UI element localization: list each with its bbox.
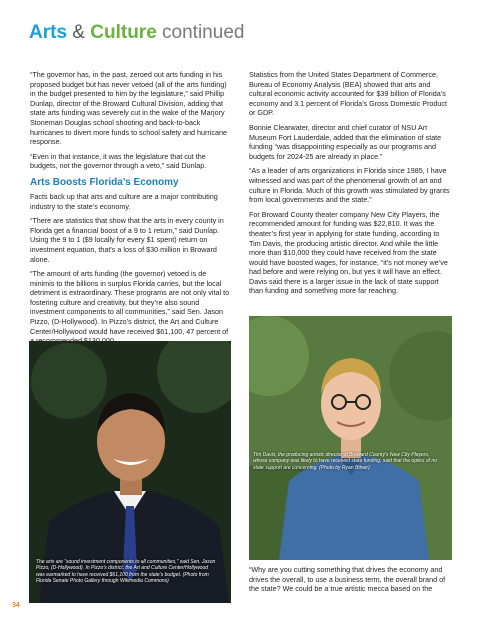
left-paragraph-3: Facts back up that arts and culture are a major contributing industry to the state’s economy. bbox=[30, 191, 218, 211]
page-header bbox=[29, 22, 244, 44]
tim-davis-illustration bbox=[249, 316, 452, 560]
left-paragraph-2: “Even in that instance, it was the legislature that cut the budgets, not the governor through a veto,” said Dunlap. bbox=[30, 151, 207, 171]
left-paragraph-4: “There are statistics that show that the arts in every county in Florida get a financial boost of a 9 to 1 return,” said Dunlap. Using the 9 to 1 ($9 locally for every $1 spent) return on investment equation, that’s a loss of $30 million in Broward alone. bbox=[30, 216, 224, 264]
header-arts: Arts bbox=[29, 22, 68, 43]
header-continued: continued bbox=[162, 22, 245, 43]
section-subhead: Arts Boosts Florida’s Economy bbox=[30, 176, 179, 188]
right-paragraph-3: “As a leader of arts organizations in Florida since 1985, I have witnessed and was part of the phenomenal growth of art and culture in Florida. Much of this growth was stimulated by grants from local governments and the state.” bbox=[249, 166, 450, 205]
right-paragraph-5: “Why are you cutting something that drives the economy and drives the overall, to use a business term, the overall brand of the state? We could be a true artistic mecca based on the bbox=[249, 565, 446, 594]
right-paragraph-1: Statistics from the United States Department of Commerce, Bureau of Economy Analysis (BEA) showed that arts and cultural economic activity accounted for $39 billion of Florida’s economy and 3.1 percent of Florida’s Gross Domestic Product or GDP. bbox=[249, 70, 448, 118]
photo-caption-senator: The arts are “sound investment components to all communities,” said Sen. Jason Pizzo, (D-Hollywood). In Pizzo’s district, the Art and Culture Center/Hollywood was earmarked to have received $61,100 from the state’s budget. (Photo from Florida Senate Photo Gallery through Wikimedia Commons) bbox=[36, 559, 216, 585]
left-paragraph-1: “The governor has, in the past, zeroed out arts funding in his proposed budget but has never vetoed (all of the arts funding) in the budget presented to him by the legislature,” said Phillip Dunlap, director of the Broward Cultural Division, adding that state arts funding was severely cut in the wake of the Marjory Stoneman Douglas school shooting and back-to-back hurricanes to divert more funds to school safety and hurricane response. bbox=[30, 70, 227, 147]
photo-tim-davis bbox=[249, 316, 452, 560]
photo-senator bbox=[29, 341, 231, 603]
header-amp: & bbox=[72, 22, 85, 43]
right-column-continued bbox=[249, 565, 452, 594]
left-paragraph-5: “The amount of arts funding (the governor) vetoed is de minimis to the billions in surplus Florida carries, but the local detriment is extraordinary. These programs are not only vital to fostering culture and creativity, but they’re also sound investment components to all communities,” said Sen. Jason Pizzo, (D-Hollywood). In Pizzo’s district, the Art and Culture Center/Hollywood would have received $61,100, 47 percent of bbox=[30, 269, 230, 336]
header-culture: Culture bbox=[90, 22, 157, 43]
left-column bbox=[30, 70, 230, 351]
right-paragraph-2: Bonnie Clearwater, director and chief curator of NSU Art Museum Fort Lauderdale, added that the elimination of state funding “was disappointing especially as our programs and budgets for 2024-25 are already in place.” bbox=[249, 122, 442, 161]
right-paragraph-4: For Broward County theater company New City Players, the recommended amount for funding was $22,810. It was the theater’s first year in applying for state funding, according to Tim Davis, the producing artistic director. And while the little more than $10,000 they could have received from the state would have boosted wages, for instance, “it’s not money we’ve had before and were relying on, but yes it will have an effect. Davis said there is a larger issue in the lack of state support than funding and something more far reaching. bbox=[249, 209, 448, 296]
page-number: 34 bbox=[12, 602, 20, 609]
right-column bbox=[249, 70, 452, 301]
photo-caption-davis: Tim Davis, the producing artistic director of Broward County’s New City Players, whose company was likely to have received state funding, said that the optics of no state support are concerning. (Photo by Ryan Bitner) bbox=[253, 452, 437, 471]
